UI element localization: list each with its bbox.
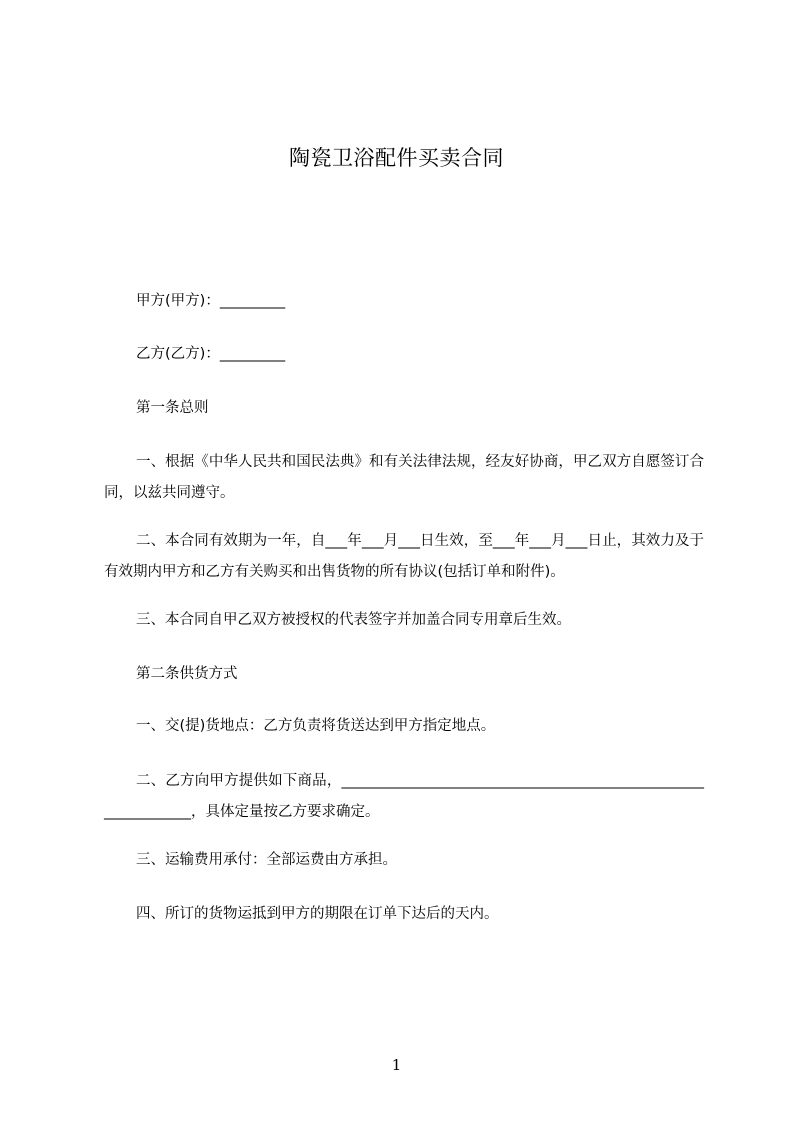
party-a-line: 甲方(甲方)：_________ [136, 293, 286, 309]
section-1-item-2: 二、本合同有效期为一年，自___年___月___日生效，至___年___月___日止，其效力及于有效期内甲方和乙方有关购买和出售货物的所有协议(包括订单和附件)。 [104, 533, 704, 580]
section-2-item-3: 三、运输费用承付：全部运费由方承担。 [136, 852, 397, 868]
section-2-item-4: 四、所订的货物运抵到甲方的期限在订单下达后的天内。 [136, 906, 499, 922]
document-title: 陶瓷卫浴配件买卖合同 [289, 146, 504, 170]
section-1-item-1: 一、根据《中华人民共和国民法典》和有关法律法规，经友好协商，甲乙双方自愿签订合同，以兹共同遵守。 [104, 454, 704, 501]
section-2-heading: 第二条供货方式 [136, 666, 238, 682]
section-2-item-2: 二、乙方向甲方提供如下商品，______________________________________________________________，具体定量按乙方要求确定。 [104, 773, 704, 820]
section-2-item-1: 一、交(提)货地点：乙方负责将货送达到甲方指定地点。 [136, 718, 496, 734]
page-number: 1 [391, 1056, 402, 1074]
section-1-heading: 第一条总则 [136, 400, 209, 416]
section-1-item-3: 三、本合同自甲乙双方被授权的代表签字并加盖合同专用章后生效。 [136, 612, 571, 628]
party-b-line: 乙方(乙方)：_________ [136, 346, 286, 362]
